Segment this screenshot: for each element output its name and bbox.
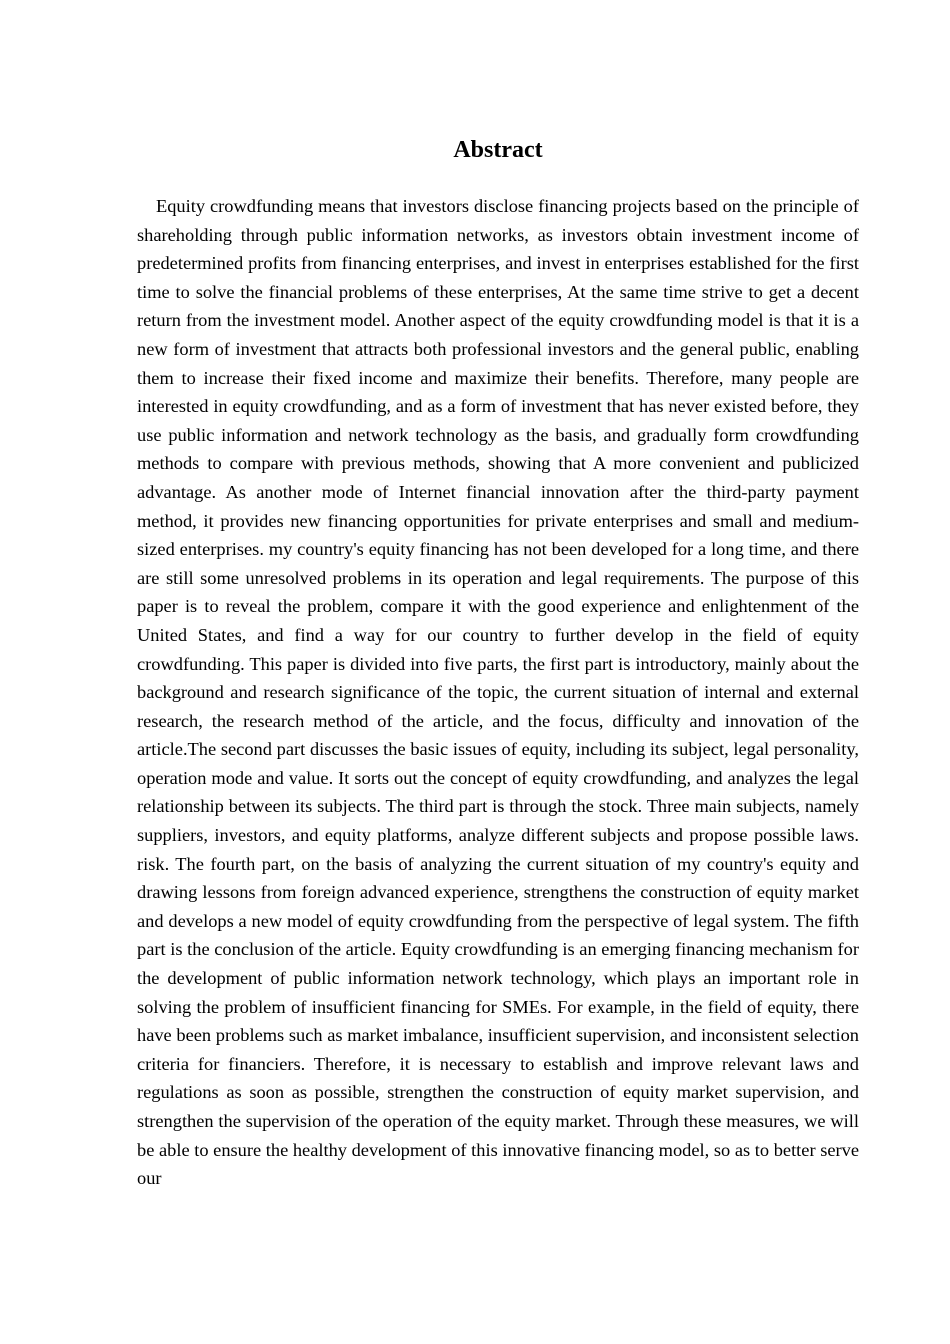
abstract-paragraph: Equity crowdfunding means that investors disclose financing projects based on the principle of shareholding through public information networks, as investors obtain investment income of predetermined profits from financing enterprises, and invest in enterprises established for the first time to solve the financial problems of these enterprises, At the same time strive to get a decent return from the investment model. Another aspect of the equity crowdfunding model is that it is a new form of investment that attracts both professional investors and the general public, enabling them to increase their fixed income and maximize their benefits. Therefore, many people are interested in equity crowdfunding, and as a form of investment that has never existed before, they use public information and network technology as the basis, and gradually form crowdfunding methods to compare with previous methods, showing that A more convenient and publicized advantage. As another mode of Internet financial innovation after the third-party payment method, it provides new financing opportunities for private enterprises and small and medium-sized enterprises. my country's equity financing has not been developed for a long time, and there are still some unresolved problems in its operation and legal requirements. The purpose of this paper is to reveal the problem, compare it with the good experience and enlightenment of the United States, and find a way for our country to further develop in the field of equity crowdfunding. This paper is divided into five parts, the first part is introductory, mainly about the background and research significance of the topic, the current situation of internal and external research, the research method of the article, and the focus, difficulty and innovation of the article.The second part discusses the basic issues of equity, including its subject, legal personality, operation mode and value. It sorts out the concept of equity crowdfunding, and analyzes the legal relationship between its subjects. The third part is through the stock. Three main subjects, namely suppliers, investors, and equity platforms, analyze different subjects and propose possible laws. risk. The fourth part, on the basis of analyzing the current situation of my country's equity and drawing lessons from foreign advanced experience, strengthens the construction of equity market and develops a new model of equity crowdfunding from the perspective of legal system. The fifth part is the conclusion of the article. Equity crowdfunding is an emerging financing mechanism for the development of public information network technology, which plays an important role in solving the problem of insufficient financing for SMEs. For example, in the field of equity, there have been problems such as market imbalance, insufficient supervision, and inconsistent selection criteria for financiers. Therefore, it is necessary to establish and improve relevant laws and regulations as soon as possible, strengthen the construction of equity market supervision, and strengthen the supervision of the operation of the equity market. Through these measures, we will be able to ensure the healthy development of this innovative financing model, so as to better serve our bbox=[137, 196, 859, 1189]
page-title: Abstract bbox=[453, 137, 543, 163]
